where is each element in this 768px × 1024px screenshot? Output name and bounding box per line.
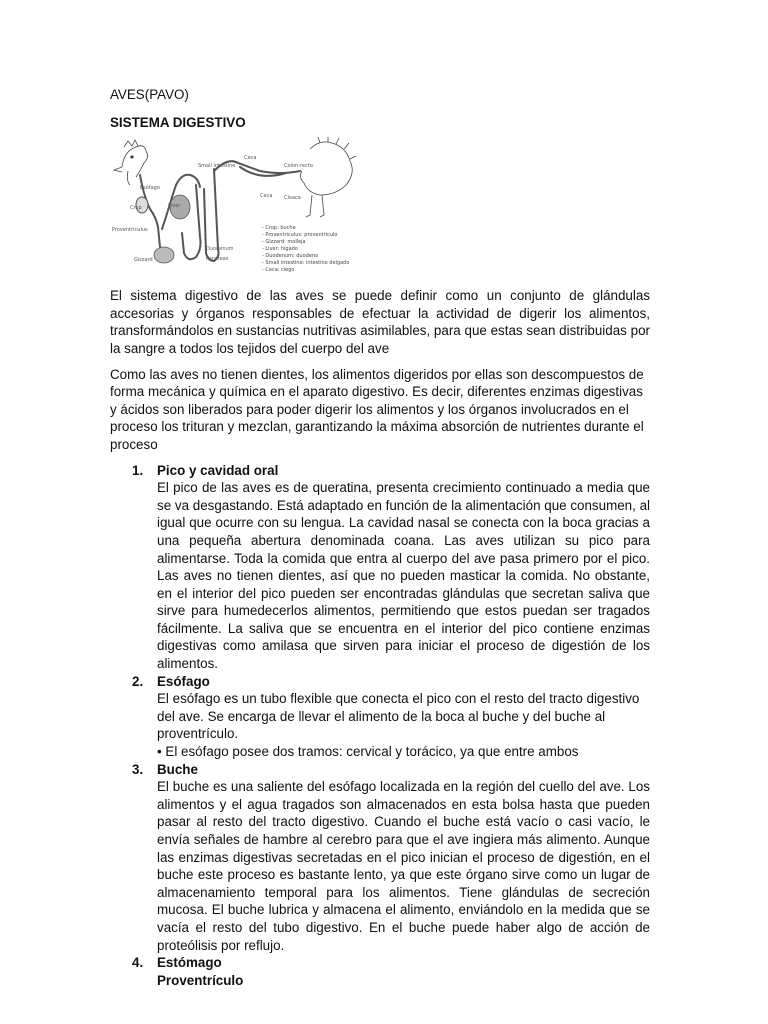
svg-text:Small intestine: Small intestine	[198, 163, 236, 170]
svg-text:Ceca: Ceca	[244, 155, 257, 162]
svg-text:Cloaca: Cloaca	[284, 195, 301, 202]
svg-text:- Gizzard: molleja: - Gizzard: molleja	[262, 239, 306, 246]
svg-text:Pancreas: Pancreas	[206, 256, 229, 263]
document-page	[110, 86, 650, 989]
svg-text:- Duodenum: duodeno: - Duodenum: duodeno	[262, 253, 319, 260]
section-body: El esófago es un tubo flexible que conecta el pico con el resto del tracto digestivo del ave. Se encarga de llevar el alimento de la boca al buche y del buche al proventrículo.	[157, 691, 640, 742]
svg-text:Liver: Liver	[168, 203, 181, 210]
svg-text:Ceca: Ceca	[260, 193, 273, 200]
list-item	[110, 462, 650, 673]
section-number: 1.	[132, 462, 144, 478]
svg-text:- Proventriculus: proventrícul: - Proventriculus: proventrículo	[262, 232, 338, 239]
intro-paragraph-1: El sistema digestivo de las aves se puede definir como un conjunto de glándulas accesorias y órganos responsables de efectuar la actividad de digerir los alimentos, transformándolos en sustancias nutritivas asimilables, para que estas sean distribuidas por la sangre a todos los tejidos del cuerpo del ave	[110, 288, 650, 356]
section-number: 2.	[132, 673, 144, 689]
intro-paragraph-2: Como las aves no tienen dientes, los alimentos digeridos por ellas son descompuestos de forma mecánica y química en el aparato digestivo. Es decir, diferentes enzimas digestivas y ácidos son liberados para poder digerir los alimentos y los órganos involucrados en el proceso los trituran y mezclan, garantizando la máxima absorción de nutrientes durante el proceso	[110, 366, 644, 452]
svg-text:- Small intestine: intestino d: - Small intestine: intestino delgado	[262, 260, 350, 267]
svg-text:- Crop: buche: - Crop: buche	[262, 225, 296, 232]
list-item	[110, 954, 650, 989]
svg-text:Duodenum: Duodenum	[206, 246, 234, 253]
section-body: El pico de las aves es de queratina, presenta crecimiento continuado a media que se va desgastando. Está adaptado en función de la alimentación que consumen, al igual que ocurre con su lengua. La cavidad nasal se conecta con la boca gracias a una pequeña abertura denominada coana. Las aves utilizan su pico para alimentarse. Toda la comida que entra al cuerpo del ave pasa primero por el pico. Las aves no tienen dientes, así que no pueden masticar la comida. No obstante, en el interior del pico pueden ser encontradas glándulas que secretan saliva que sirve para humedecerlos alimentos, permitiendo que estos puedan ser tragados fácilmente. La saliva que se encuentra en el interior del pico contiene enzimas digestivas como amilasa que sirven para iniciar el proceso de digestión de los alimentos.	[157, 480, 650, 672]
section-subtitle: Proventrículo	[157, 972, 244, 988]
section-number: 4.	[132, 955, 144, 971]
list-item	[110, 761, 650, 955]
section-number: 3.	[132, 761, 144, 777]
section-title: Estómago	[157, 955, 222, 971]
section-body: El buche es una saliente del esófago localizada en la región del cuello del ave. Los alimentos y el agua tragados son almacenados en esta bolsa hasta que pueden pasar al resto del tracto digestivo. Cuando el buche está vacío o casi vacío, le envía señales de hambre al cerebro para que el ave ingiera más alimento. Aunque las enzimas digestivas secretadas en el pico inician el proceso de digestión, en el buche este proceso es bastante lento, ya que este órgano sirve como un lugar de almacenamiento temporal para los alimentos. Tiene glándulas de secreción mucosa. El buche lubrica y almacena el alimento, enviándolo en la medida que se vacía el resto del tubo digestivo. En el buche puede haber algo de acción de proteólisis por reflujo.	[157, 779, 650, 953]
svg-text:Crop: Crop	[130, 205, 142, 212]
section-title: Esófago	[157, 673, 210, 689]
svg-text:- Ceca: ciego: - Ceca: ciego	[262, 267, 295, 274]
svg-text:Gizzard: Gizzard	[134, 257, 153, 264]
svg-text:Esófago: Esófago	[140, 185, 160, 192]
svg-text:Proventriculus: Proventriculus	[112, 227, 148, 234]
svg-text:Colon-recto: Colon-recto	[284, 163, 313, 170]
document-title: AVES(PAVO)	[110, 87, 189, 102]
section-heading: SISTEMA DIGESTIVO	[110, 114, 246, 130]
list-item	[110, 673, 650, 761]
section-title: Pico y cavidad oral	[157, 462, 279, 478]
section-bullet: • El esófago posee dos tramos: cervical y torácico, ya que entre ambos	[157, 744, 579, 760]
sections-list	[110, 462, 650, 990]
digestive-system-diagram	[110, 137, 358, 275]
svg-text:- Liver: hígado: - Liver: hígado	[262, 246, 298, 253]
gizzard-drawing	[154, 247, 174, 263]
section-title: Buche	[157, 761, 198, 777]
